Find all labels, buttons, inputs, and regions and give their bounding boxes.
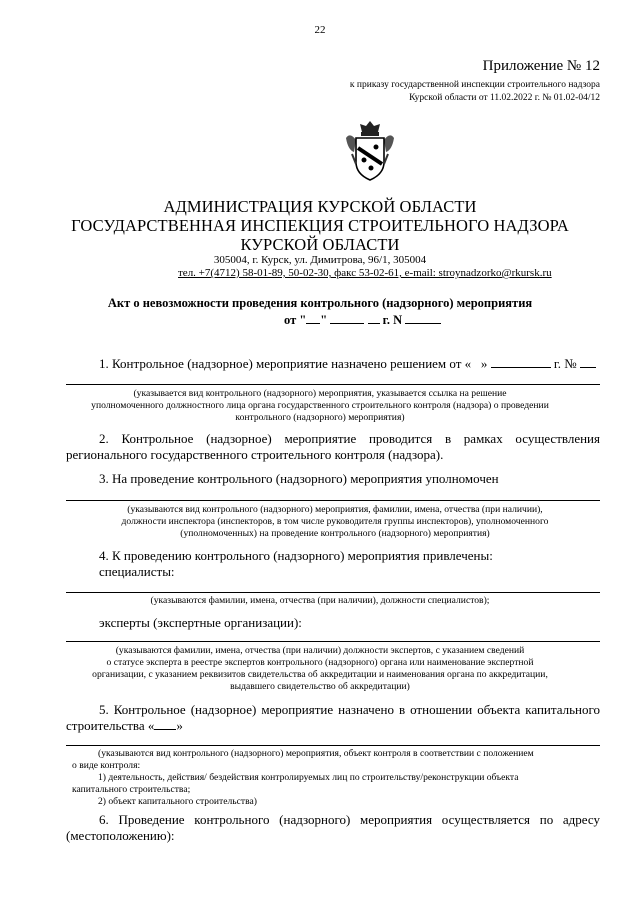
section-5-hint: (указываются вид контрольного (надзорного) мероприятия, объект контроля в соответствии с положением о виде контроля: 1) деятельность, действия/ бездействия контролируемых лиц по строительству/реконструкции объекта капитального строительства; 2) объект капитального строительства) xyxy=(72,748,534,807)
section-1-text: 1. Контрольное (надзорное) мероприятие назначено решением от « » г. № xyxy=(99,356,596,372)
section-4-experts: эксперты (экспертные организации): xyxy=(99,615,302,630)
section-5-line1: 5. Контрольное (надзорное) мероприятие назначено в отношении объекта капитального xyxy=(99,702,600,717)
section-2-line2: регионального государственного строительного контроля (надзора). xyxy=(66,447,444,462)
section-4-experts-hint: (указываются фамилии, имена, отчества (при наличии) должности экспертов, с указанием сведений о статусе эксперта в реестре экспертов контрольного (надзорного) органа или наименование экспертной организации, с указанием реквизитов свидетельства об аккредитации и наименования органа по аккредитации, выдавшего свидетельство об аккредитации) xyxy=(92,645,548,692)
appendix-ref-line1: к приказу государственной инспекции строительного надзора xyxy=(349,80,600,90)
section-6-line1: 6. Проведение контрольного (надзорного) мероприятия осуществляется по адресу xyxy=(99,812,600,827)
appendix-ref-line2: Курской области от 11.02.2022 г. № 01.02-04/12 xyxy=(409,93,600,103)
appendix-title: Приложение № 12 xyxy=(482,58,600,74)
section-4-specialists-hint: (указываются фамилии, имена, отчества (при наличии), должности специалистов); xyxy=(150,595,490,606)
section-4-line1: 4. К проведению контрольного (надзорного) мероприятия привлечены: xyxy=(99,548,493,563)
section-4-experts-line xyxy=(66,641,600,642)
section-3-hint: (указываются вид контрольного (надзорного) мероприятия, фамилии, имена, отчества (при наличии), должности инспектора (инспекторов, в том числе руководителя группы инспекторов), уполномоченного (уполномоченных) на проведение контрольного (надзорного) мероприятия) xyxy=(121,504,549,539)
org-line3: КУРСКОЙ ОБЛАСТИ xyxy=(240,235,400,254)
section-6-line2: (местоположению): xyxy=(66,828,175,843)
section-5-line2: строительства « » xyxy=(66,718,183,733)
org-contacts: тел. +7(4712) 58-01-89, 50-02-30, факс 53-02-61, e-mail: stroynadzorko@rkursk.ru xyxy=(178,267,552,279)
section-2-line1: 2. Контрольное (надзорное) мероприятие проводится в рамках осуществления xyxy=(99,431,600,446)
act-title: Акт о невозможности проведения контрольного (надзорного) мероприятия xyxy=(107,296,533,310)
act-date: от " " г. N xyxy=(284,313,441,328)
section-3-text: 3. На проведение контрольного (надзорного) мероприятия уполномочен xyxy=(99,471,499,486)
section-5-blank-line xyxy=(66,745,600,746)
section-3-blank-line xyxy=(66,500,600,501)
org-line2: ГОСУДАРСТВЕННАЯ ИНСПЕКЦИЯ СТРОИТЕЛЬНОГО НАДЗОРА xyxy=(71,216,569,235)
org-address: 305004, г. Курск, ул. Димитрова, 96/1, 305004 xyxy=(213,254,427,266)
org-line1: АДМИНИСТРАЦИЯ КУРСКОЙ ОБЛАСТИ xyxy=(163,197,477,216)
section-4-specialists-line xyxy=(66,592,600,593)
page-number: 22 xyxy=(314,24,326,36)
section-1-blank-line xyxy=(66,384,600,385)
section-1-hint: (указывается вид контрольного (надзорного) мероприятия, указывается ссылка на решение уполномоченного должностного лица органа государственного строительного контроля (надзора) о проведении контрольного (надзорного) мероприятия) xyxy=(91,388,549,423)
coat-of-arms-icon xyxy=(344,120,396,184)
section-4-specialists: специалисты: xyxy=(99,564,175,579)
